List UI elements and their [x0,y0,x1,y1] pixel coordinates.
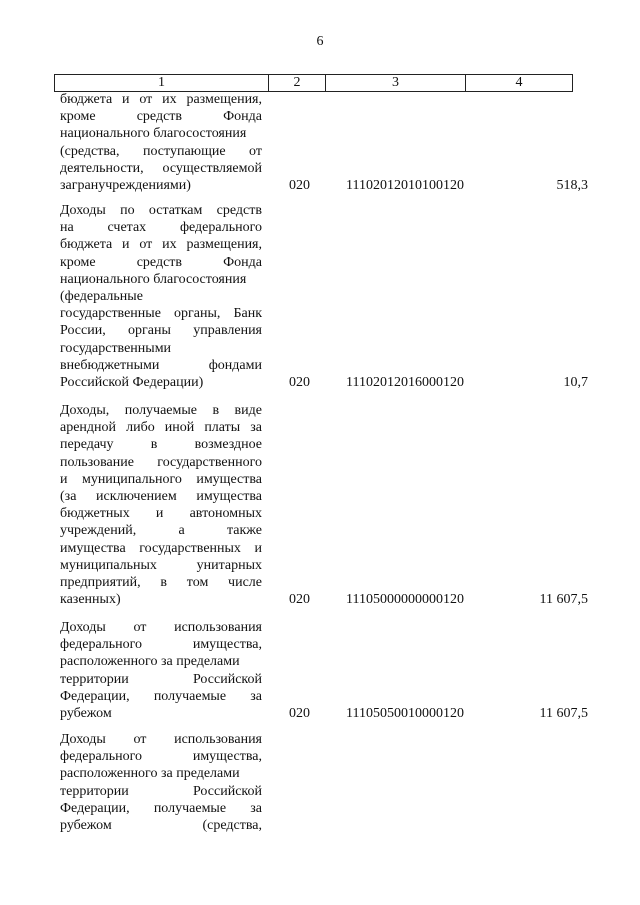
description-line: предприятий, в том числе [60,575,262,591]
description-line: бюджетных и автономных [60,506,262,522]
description-line: учреждений, а также [60,523,262,539]
description-line: государственные органы, Банк [60,306,262,322]
admin-code: 020 [289,592,310,607]
row-description [60,202,262,391]
budget-code: 11102012016000120 [346,375,464,390]
description-line: России, органы управления [60,323,262,339]
description-line: федерального имущества, [60,749,262,765]
column-header-1: 1 [55,75,269,92]
description-line: (за исключением имущества [60,489,262,505]
description-line: расположенного за пределами [60,766,240,782]
description-line: арендной либо иной платы за [60,420,262,436]
description-line: государственными [60,340,172,356]
row-description [60,91,262,194]
description-line: кроме средств Фонда [60,109,262,125]
amount: 11 607,5 [539,592,588,607]
description-line: Доходы, получаемые в виде [60,403,262,418]
row-description [60,731,262,834]
description-line: национального благосостояния [60,271,247,287]
description-line: Федерации, получаемые за [60,800,262,816]
description-line: рубежом [60,706,112,722]
description-line: пользование государственного [60,454,262,470]
description-line: бюджета и от их размещения, [60,92,262,107]
row-description [60,402,262,608]
column-header-3: 3 [326,75,466,92]
admin-code: 020 [289,706,310,721]
description-line: муниципальных унитарных [60,557,262,573]
description-line: Доходы по остаткам средств [60,203,262,218]
description-line: (федеральные [60,289,143,305]
description-line: Доходы от использования [60,620,262,635]
amount: 10,7 [563,375,588,390]
description-line: загранучреждениями) [60,178,191,194]
description-line: внебюджетными фондами [60,357,262,373]
budget-code: 11102012010100120 [346,178,464,193]
amount: 11 607,5 [539,706,588,721]
description-line: на счетах федерального [60,220,262,236]
description-line: и муниципального имущества [60,471,262,487]
description-line: Доходы от использования [60,732,262,747]
description-line: Федерации, получаемые за [60,688,262,704]
description-line: передачу в возмездное [60,437,262,453]
budget-code: 11105000000000120 [346,592,464,607]
column-header-table [54,74,573,92]
description-line: территории Российской [60,783,262,799]
admin-code: 020 [289,375,310,390]
description-line: кроме средств Фонда [60,254,262,270]
description-line: территории Российской [60,671,262,687]
row-description [60,619,262,722]
description-line: рубежом (средства, [60,818,262,834]
description-line: бюджета и от их размещения, [60,237,262,253]
amount: 518,3 [556,178,588,193]
description-line: федерального имущества, [60,637,262,653]
column-header-4: 4 [466,75,573,92]
description-line: национального благосостояния [60,126,247,142]
description-line: (средства, поступающие от [60,143,262,159]
description-line: расположенного за пределами [60,654,240,670]
column-header-2: 2 [269,75,326,92]
description-line: деятельности, осуществляемой [60,160,262,176]
admin-code: 020 [289,178,310,193]
page-number: 6 [316,34,324,49]
budget-code: 11105050010000120 [346,706,464,721]
description-line: Российской Федерации) [60,375,204,391]
description-line: имущества государственных и [60,540,262,556]
description-line: казенных) [60,592,121,608]
